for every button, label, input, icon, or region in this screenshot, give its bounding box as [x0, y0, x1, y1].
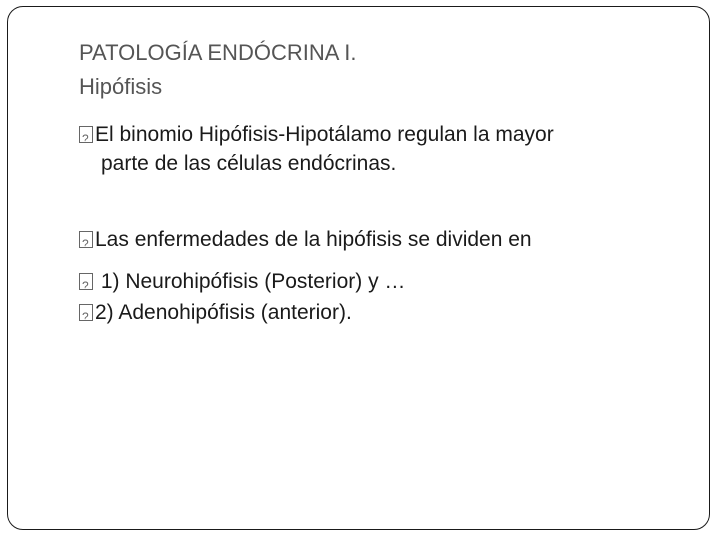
- bullet-3: [79, 267, 699, 296]
- missing-glyph-icon: [79, 304, 93, 321]
- bullet-1: [79, 120, 699, 178]
- bullet-1-line-1: El binomio Hipófisis-Hipotálamo regulan la mayor: [95, 123, 554, 146]
- slide-title: [79, 36, 679, 104]
- bullet-2: [79, 225, 699, 254]
- bullet-4-text: 2) Adenohipófisis (anterior).: [95, 301, 352, 324]
- title-line-2: Hipófisis: [79, 74, 163, 99]
- missing-glyph-icon: [79, 273, 93, 290]
- title-line-1: PATOLOGÍA ENDÓCRINA I.: [79, 40, 357, 65]
- bullet-3-text: 1) Neurohipófisis (Posterior) y …: [95, 270, 406, 293]
- bullet-1-line-2: parte de las células endócrinas.: [101, 152, 397, 175]
- bullet-4: [79, 298, 699, 327]
- bullet-2-text: Las enfermedades de la hipófisis se dividen en: [95, 228, 532, 251]
- missing-glyph-icon: [79, 126, 93, 143]
- missing-glyph-icon: [79, 231, 93, 248]
